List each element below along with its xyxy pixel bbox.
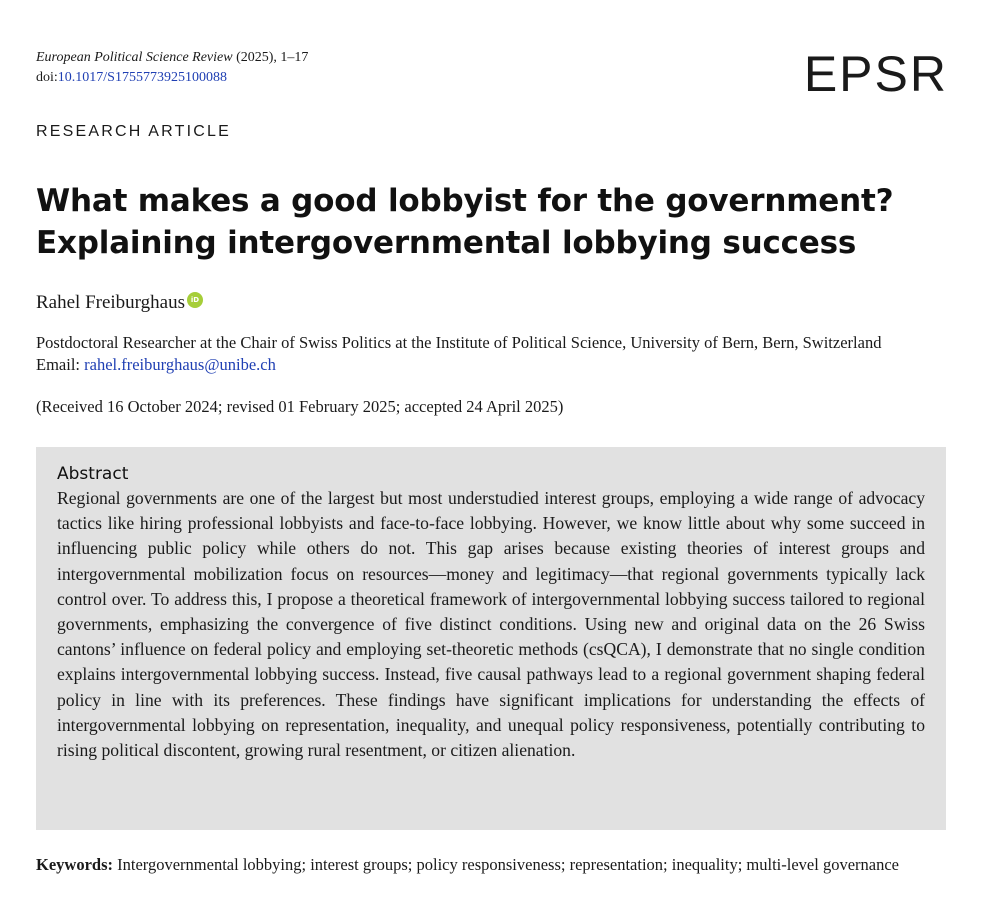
article-type-label: RESEARCH ARTICLE bbox=[36, 123, 231, 140]
article-title: What makes a good lobbyist for the government? Explaining intergovernmental lobbying success bbox=[36, 183, 894, 261]
publication-history: (Received 16 October 2024; revised 01 February 2025; accepted 24 April 2025) bbox=[36, 397, 564, 416]
keywords bbox=[36, 853, 946, 876]
doi-prefix: doi: bbox=[36, 70, 58, 85]
abstract-box bbox=[36, 447, 946, 830]
journal-name: European Political Science Review bbox=[36, 50, 233, 65]
doi-line bbox=[36, 68, 227, 88]
author-affiliation: Postdoctoral Researcher at the Chair of Swiss Politics at the Institute of Political Science, University of Bern, Bern, Switzerland bbox=[36, 333, 882, 352]
abstract-text: Regional governments are one of the largest but most understudied interest groups, employing a wide range of advocacy tactics like hiring professional lobbyists and face-to-face lobbying. However, we know little about why some succeed in influencing public policy while others do not. This gap arises because existing theories of interest groups and intergovernmental mobilization focus on resources—money and legitimacy—that regional governments typically lack control over. To address this, I propose a theoretical framework of intergovernmental lobbying success tailored to regional governments, emphasizing the convergence of five distinct conditions. Using new and original data on the 26 Swiss cantons’ influence on federal policy and employing set-theoretic methods (csQCA), I demonstrate that no single condition explains intergovernmental lobbying success. Instead, five causal pathways lead to a regional government shaping federal policy in line with its preferences. These findings have significant implications for understanding the effects of intergovernmental lobbying on representation, inequality, and unequal policy responsiveness, potentially contributing to rising political discontent, growing rural resentment, or citizen alienation. bbox=[57, 488, 925, 761]
keywords-text: Intergovernmental lobbying; interest groups; policy responsiveness; representation; inequality; multi-level governance bbox=[113, 855, 899, 874]
keywords-label: Keywords: bbox=[36, 855, 113, 874]
journal-logo: EPSR bbox=[803, 46, 948, 102]
orcid-icon[interactable]: iD bbox=[187, 292, 203, 308]
email-link[interactable]: rahel.freiburghaus@unibe.ch bbox=[84, 355, 276, 374]
journal-citation bbox=[36, 48, 308, 68]
doi-link[interactable]: 10.1017/S1755773925100088 bbox=[57, 70, 227, 85]
abstract-heading: Abstract bbox=[57, 464, 129, 484]
journal-info: (2025), 1–17 bbox=[232, 50, 309, 65]
author-line bbox=[36, 290, 203, 316]
author-name: Rahel Freiburghaus bbox=[36, 292, 185, 313]
email-line bbox=[36, 354, 276, 376]
email-label: Email: bbox=[36, 355, 85, 374]
